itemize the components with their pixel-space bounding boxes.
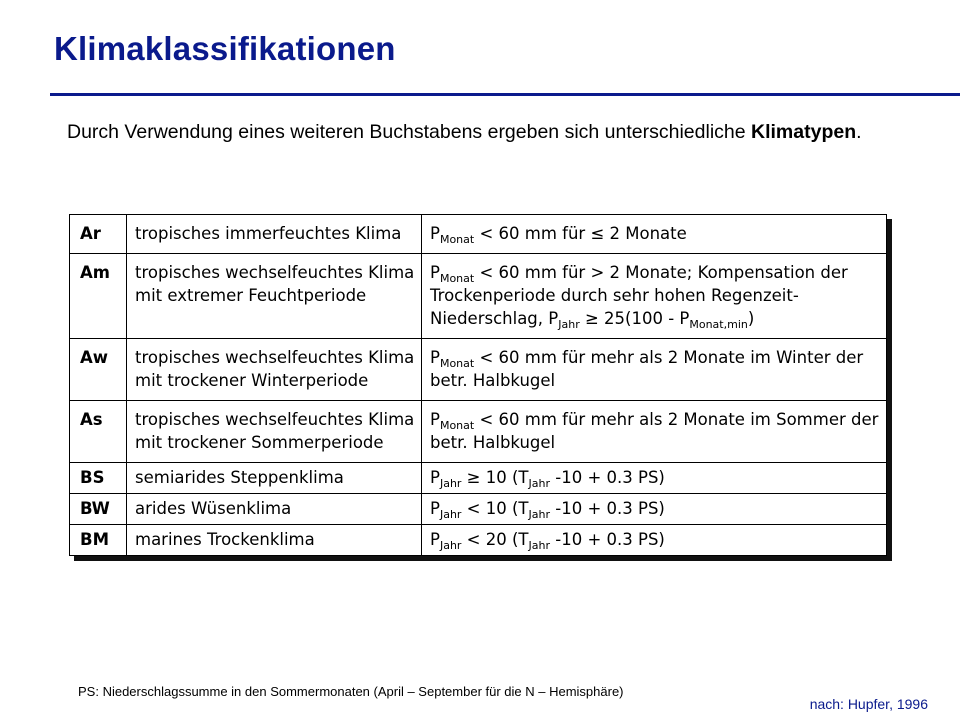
table-row	[70, 401, 887, 463]
climate-code: BW	[70, 494, 127, 525]
condition-text: < 60 mm für ≤ 2 Monate	[474, 224, 687, 243]
climate-code: BM	[70, 525, 127, 556]
climate-types-table	[69, 214, 887, 556]
condition-text: P	[430, 468, 440, 487]
intro-paragraph	[67, 117, 897, 147]
title-divider	[50, 93, 960, 96]
climate-condition	[422, 339, 887, 401]
page-title: Klimaklassifikationen	[54, 30, 396, 67]
climate-code: As	[70, 401, 127, 463]
table-row	[70, 215, 887, 254]
climate-condition	[422, 401, 887, 463]
climate-code: Ar	[70, 215, 127, 254]
climate-condition	[422, 254, 887, 339]
climate-code: Aw	[70, 339, 127, 401]
condition-subscript: Monat	[439, 272, 475, 285]
condition-text: P	[430, 410, 440, 429]
condition-text: < 10 (T	[461, 499, 529, 518]
climate-code: Am	[70, 254, 127, 339]
condition-text: P	[430, 499, 440, 518]
condition-text: < 20 (T	[461, 530, 529, 549]
condition-subscript: Jahr	[439, 508, 462, 521]
condition-subscript: Monat	[439, 357, 475, 370]
condition-text: ≥ 25(100 - P	[579, 309, 690, 328]
condition-subscript: Jahr	[528, 477, 550, 490]
condition-subscript: Jahr	[528, 508, 550, 521]
intro-end: .	[856, 121, 862, 143]
intro-bold-term: Klimatypen	[751, 121, 857, 143]
climate-condition	[422, 494, 887, 525]
condition-text: -10 + 0.3 PS)	[550, 499, 665, 518]
climate-name: semiarides Steppenklima	[127, 463, 422, 494]
source-citation: nach: Hupfer, 1996	[809, 696, 928, 712]
condition-text: < 60 mm für > 2 Monate; Kompensation der Trockenperiode durch sehr hohen Regenzeit-Niederschlag, P	[430, 263, 848, 328]
condition-subscript: Jahr	[558, 318, 580, 331]
condition-text: P	[430, 530, 440, 549]
condition-text: P	[430, 263, 440, 282]
climate-name: tropisches wechselfeuchtes Klima mit trockener Sommerperiode	[127, 401, 422, 463]
climate-name: arides Wüsenklima	[127, 494, 422, 525]
condition-text: P	[430, 348, 440, 367]
climate-condition	[422, 215, 887, 254]
climate-name: tropisches immerfeuchtes Klima	[127, 215, 422, 254]
condition-text: < 60 mm für mehr als 2 Monate im Winter der betr. Halbkugel	[430, 348, 864, 390]
table-row	[70, 254, 887, 339]
condition-subscript: Jahr	[439, 539, 462, 552]
climate-name: tropisches wechselfeuchtes Klima mit extremer Feuchtperiode	[127, 254, 422, 339]
condition-text: -10 + 0.3 PS)	[550, 468, 665, 487]
climate-code: BS	[70, 463, 127, 494]
climate-condition	[422, 525, 887, 556]
condition-subscript: Monat	[439, 233, 475, 246]
condition-subscript: Jahr	[528, 539, 550, 552]
table-row	[70, 339, 887, 401]
condition-text: P	[430, 224, 440, 243]
condition-subscript: Monat,min	[689, 318, 748, 331]
table-row	[70, 494, 887, 525]
climate-table-container	[69, 214, 887, 556]
condition-text: < 60 mm für mehr als 2 Monate im Sommer der betr. Halbkugel	[430, 410, 879, 452]
table-row	[70, 463, 887, 494]
condition-subscript: Jahr	[439, 477, 462, 490]
condition-text: )	[747, 309, 755, 328]
condition-text: -10 + 0.3 PS)	[550, 530, 665, 549]
table-row	[70, 525, 887, 556]
intro-text: Durch Verwendung eines weiteren Buchstabens ergeben sich unterschiedliche	[67, 121, 752, 143]
climate-name: tropisches wechselfeuchtes Klima mit trockener Winterperiode	[127, 339, 422, 401]
condition-text: ≥ 10 (T	[461, 468, 529, 487]
footnote: PS: Niederschlagssumme in den Sommermonaten (April – September für die N – Hemisphäre)	[78, 684, 624, 699]
climate-condition	[422, 463, 887, 494]
condition-subscript: Monat	[439, 419, 475, 432]
climate-name: marines Trockenklima	[127, 525, 422, 556]
